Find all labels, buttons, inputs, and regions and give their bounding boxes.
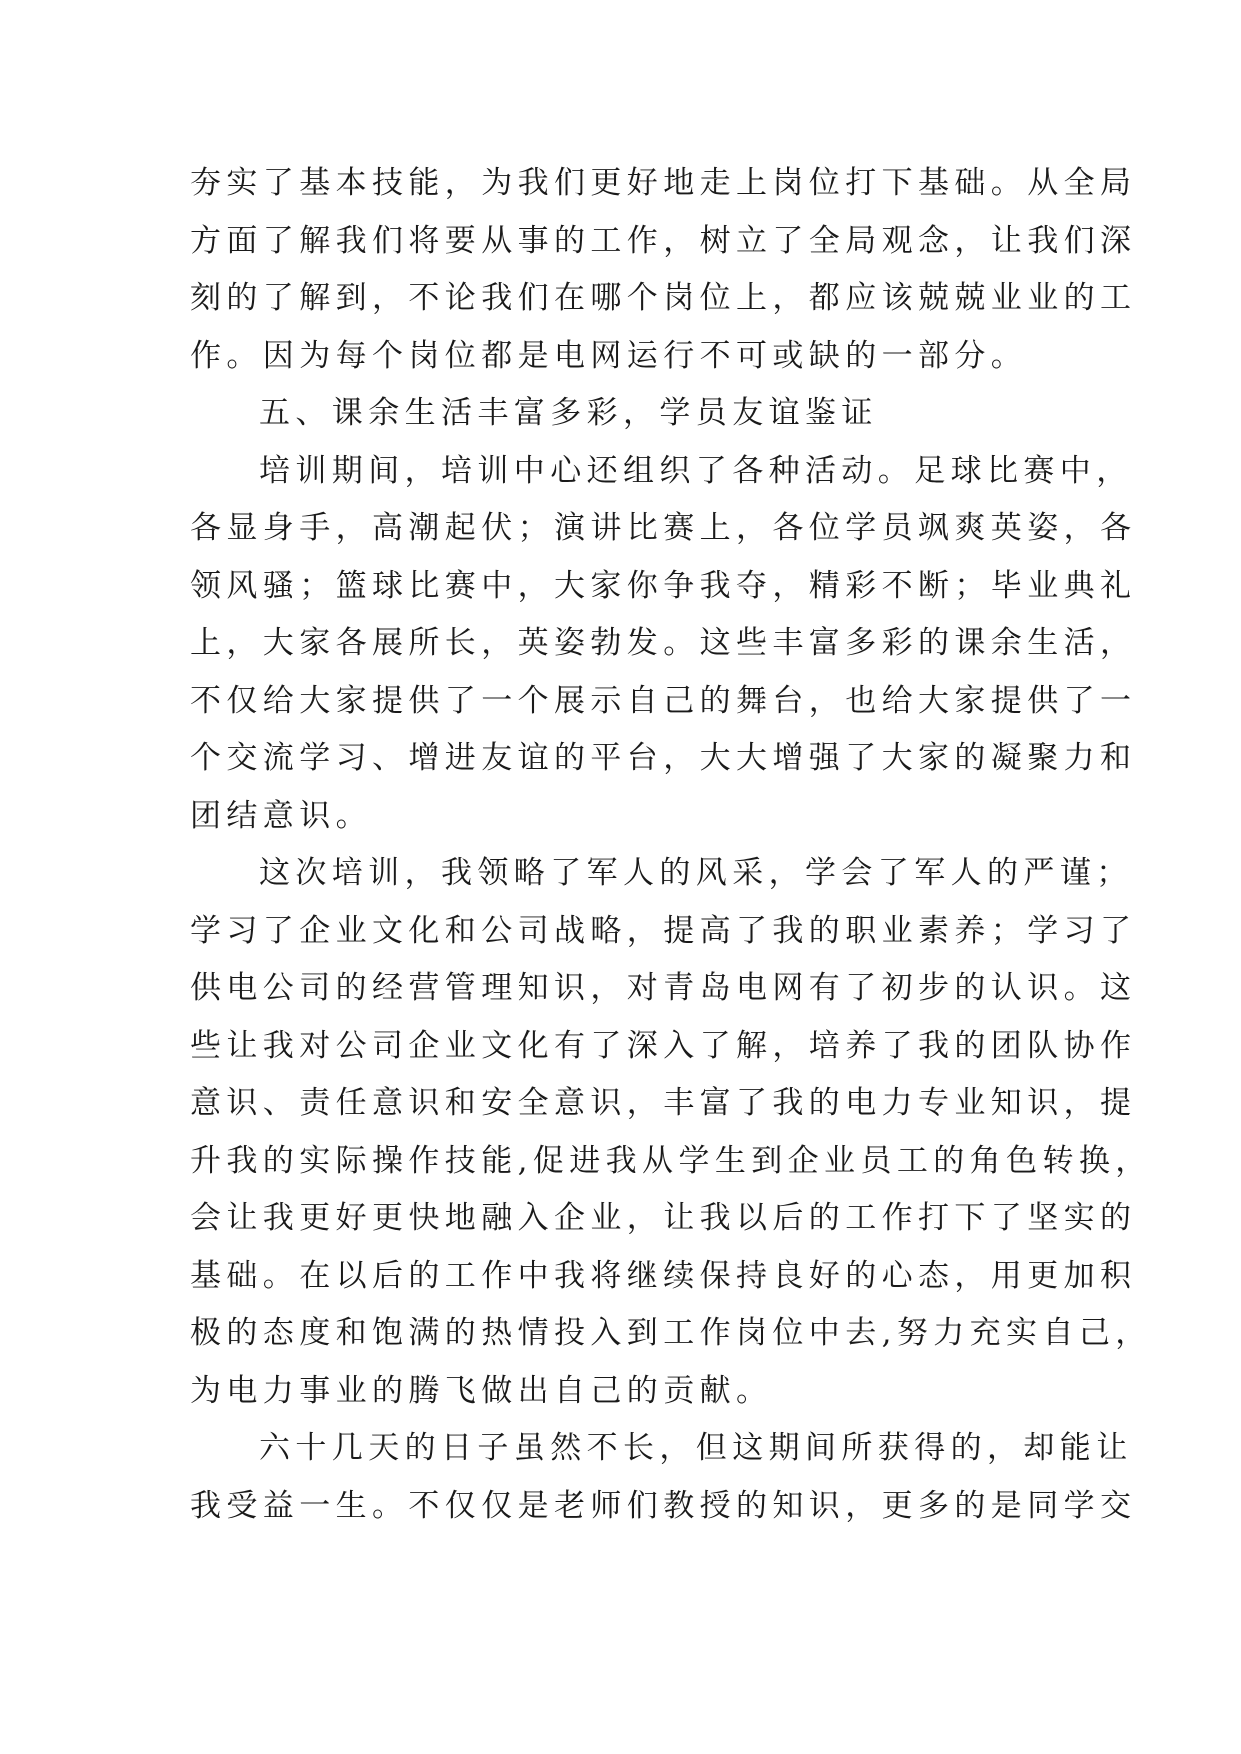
text-line: 升我的实际操作技能,促进我从学生到企业员工的角色转换， [190, 1142, 1152, 1179]
text-line: 为电力事业的腾飞做出自己的贡献。 [190, 1372, 773, 1409]
text-line: 领风骚；篮球比赛中，大家你争我夺，精彩不断；毕业典礼 [190, 567, 1137, 604]
text-line: 各显身手，高潮起伏；演讲比赛上，各位学员飒爽英姿，各 [190, 510, 1137, 546]
text-line: 极的态度和饱满的热情投入到工作岗位中去,努力充实自己， [190, 1315, 1152, 1351]
text-line: 不仅给大家提供了一个展示自己的舞台，也给大家提供了一 [190, 682, 1137, 719]
document-body [190, 155, 1152, 1535]
text-line: 方面了解我们将要从事的工作，树立了全局观念，让我们深 [190, 222, 1137, 259]
text-line: 个交流学习、增进友谊的平台，大大增强了大家的凝聚力和 [190, 740, 1137, 776]
text-line: 些让我对公司企业文化有了深入了解，培养了我的团队协作 [190, 1027, 1137, 1064]
text-line: 培训期间，培训中心还组织了各种活动。足球比赛中， [259, 452, 1133, 489]
text-line: 上，大家各展所长，英姿勃发。这些丰富多彩的课余生活， [190, 625, 1137, 661]
section-heading: 五、课余生活丰富多彩，学员友谊鉴证 [259, 395, 878, 431]
text-line: 意识、责任意识和安全意识，丰富了我的电力专业知识，提 [190, 1085, 1137, 1121]
text-line: 夯实了基本技能，为我们更好地走上岗位打下基础。从全局 [190, 165, 1137, 201]
text-line: 六十几天的日子虽然不长，但这期间所获得的，却能让 [259, 1430, 1133, 1466]
text-line: 团结意识。 [190, 797, 372, 834]
text-line: 基础。在以后的工作中我将继续保持良好的心态，用更加积 [190, 1257, 1137, 1294]
text-line: 会让我更好更快地融入企业，让我以后的工作打下了坚实的 [190, 1200, 1137, 1236]
text-line: 供电公司的经营管理知识，对青岛电网有了初步的认识。这 [190, 970, 1137, 1006]
text-line: 刻的了解到，不论我们在哪个岗位上，都应该兢兢业业的工 [190, 280, 1137, 316]
text-line: 作。因为每个岗位都是电网运行不可或缺的一部分。 [190, 337, 1028, 374]
text-line: 我受益一生。不仅仅是老师们教授的知识，更多的是同学交 [190, 1487, 1137, 1524]
text-line: 学习了企业文化和公司战略，提高了我的职业素养；学习了 [190, 912, 1137, 949]
text-line: 这次培训，我领略了军人的风采，学会了军人的严谨； [259, 855, 1133, 891]
